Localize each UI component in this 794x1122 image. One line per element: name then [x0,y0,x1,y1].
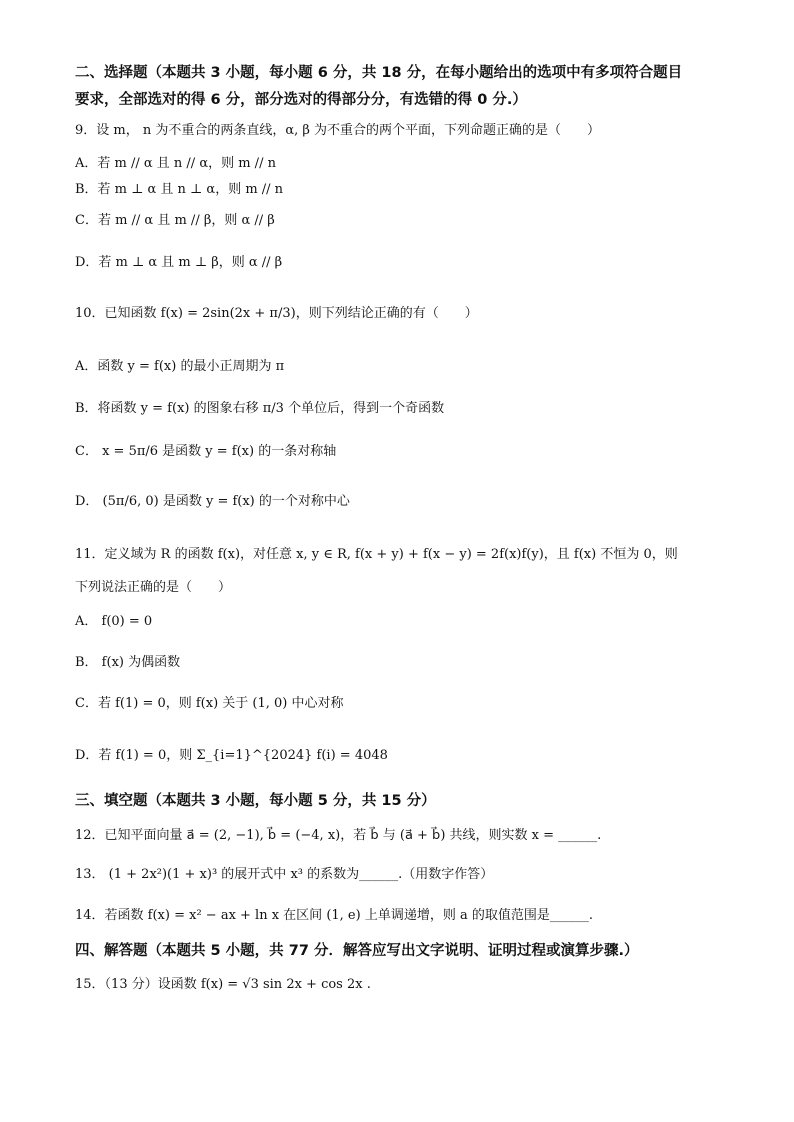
q11-option-c: C．若 f(1) = 0，则 f(x) 关于 (1, 0) 中心对称 [75,696,344,711]
q10-option-b: B．将函数 y = f(x) 的图象右移 π/3 个单位后，得到一个奇函数 [75,401,445,416]
q9-option-b: B．若 m ⊥ α 且 n ⊥ α，则 m // n [75,182,284,197]
q9-stem: 9．设 m， n 为不重合的两条直线，α, β 为不重合的两个平面，下列命题正确的是（ ） [75,123,601,138]
q11-option-d: D．若 f(1) = 0，则 Σ_{i=1}^{2024} f(i) = 4048 [75,748,388,763]
section-4-heading: 四、解答题（本题共 5 小题，共 77 分．解答应写出文字说明、证明过程或演算步骤.） [75,943,639,959]
q10-option-a: A．函数 y = f(x) 的最小正周期为 π [75,359,285,374]
q11-option-b: B． f(x) 为偶函数 [75,655,181,670]
q11-stem-line2: 下列说法正确的是（ ） [75,580,232,595]
q12: 12．已知平面向量 a⃗ = (2, −1), b⃗ = (−4, x)，若 b⃗ 与 (a⃗ + b⃗) 共线，则实数 x = ______. [75,828,602,843]
q9-option-c: C．若 m // α 且 m // β，则 α // β [75,213,275,228]
section-2-heading-line1: 二、选择题（本题共 3 小题，每小题 6 分，共 18 分，在每小题给出的选项中有多项符合题目 [75,65,683,81]
q10-stem: 10．已知函数 f(x) = 2sin(2x + π/3)，则下列结论正确的有（ ） [75,306,478,321]
q9-option-d: D．若 m ⊥ α 且 m ⊥ β，则 α // β [75,255,283,270]
section-2-heading-line2: 要求，全部选对的得 6 分，部分选对的得部分分，有选错的得 0 分.） [75,92,527,108]
q13: 13． (1 + 2x²)(1 + x)³ 的展开式中 x³ 的系数为______.（用数字作答） [75,867,494,882]
q11-stem-line1: 11．定义域为 R 的函数 f(x)，对任意 x, y ∈ R, f(x + y) + f(x − y) = 2f(x)f(y)，且 f(x) 不恒为 0，则 [75,547,678,562]
q10-option-c: C． x = 5π/6 是函数 y = f(x) 的一条对称轴 [75,444,337,459]
section-3-heading: 三、填空题（本题共 3 小题，每小题 5 分，共 15 分） [75,793,436,809]
q14: 14．若函数 f(x) = x² − ax + ln x 在区间 (1, e) 上单调递增，则 a 的取值范围是______. [75,908,593,923]
q11-option-a: A． f(0) = 0 [75,614,153,629]
q9-option-a: A．若 m // α 且 n // α，则 m // n [75,156,276,171]
q10-option-d: D． (5π/6, 0) 是函数 y = f(x) 的一个对称中心 [75,494,350,509]
q15: 15．（13 分）设函数 f(x) = √3 sin 2x + cos 2x . [75,977,371,992]
